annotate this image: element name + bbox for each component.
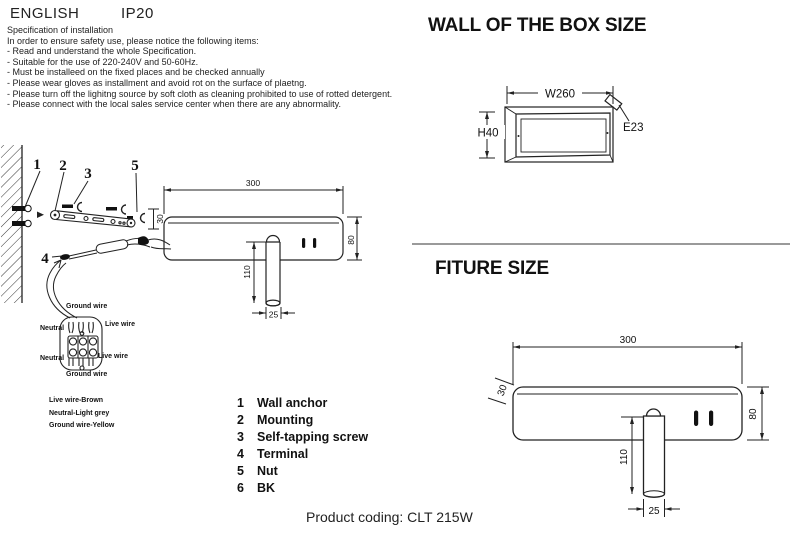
legend-neutral-wire: Neutral-Light grey [49, 409, 110, 417]
spec-item: - Please turn off the lighitng source by soft cloth as cleaning prohibited to use of rotted detergent. [7, 88, 393, 99]
part-number: 1 [237, 396, 244, 410]
install-dim-tube: 110 [242, 265, 252, 279]
fixture-dim-width: 300 [619, 335, 637, 346]
part-number: 3 [237, 430, 244, 444]
terminal-wire-drawing [60, 236, 171, 260]
part-label: Mounting [257, 413, 314, 427]
cable-arrow [47, 260, 77, 318]
callout-5: 5 [131, 158, 139, 174]
install-dim-height: 80 [346, 235, 356, 245]
fixture-size-drawing [488, 342, 769, 517]
install-dim-offset: 30 [155, 214, 165, 224]
fixture-dim-tube: 110 [619, 449, 630, 465]
ip-rating: IP20 [121, 5, 154, 22]
part-label: Self-tapping screw [257, 430, 369, 444]
spec-item: - Please connect with the local sales service center when there are any abnormality. [7, 99, 342, 110]
fixture-dim-depth: 30 [495, 383, 510, 398]
terminal-label-neutral-top: Neutral [40, 325, 65, 332]
fixture-install-drawing [164, 186, 362, 319]
wallbox-dim-width: W260 [544, 88, 576, 101]
callout-2: 2 [59, 158, 67, 174]
install-dim-width: 300 [245, 178, 261, 188]
part-number: 4 [237, 447, 244, 461]
wall-box-section-title: WALL OF THE BOX SIZE [428, 15, 647, 36]
document-language: ENGLISH [10, 5, 80, 22]
install-dim-diameter: 25 [268, 309, 279, 320]
part-label: Nut [257, 464, 278, 478]
terminal-label-ground-top: Ground wire [66, 303, 108, 310]
callout-4: 4 [41, 251, 49, 267]
spec-item: - Must be installeed on the fixed places and be checked annually [7, 67, 265, 78]
callout-1: 1 [33, 157, 41, 173]
spec-intro: In order to ensure safety use, please notice the following items: [7, 35, 259, 46]
part-number: 5 [237, 464, 244, 478]
fixture-dim-diameter: 25 [648, 506, 660, 517]
spec-title: Specification of installation [7, 25, 114, 35]
legend-ground-wire: Ground wire-Yellow [49, 422, 115, 430]
part-number: 6 [237, 481, 244, 495]
spec-item: - Read and understand the whole Specification. [7, 46, 197, 57]
callout-3: 3 [84, 166, 92, 182]
part-label: Terminal [257, 447, 309, 461]
terminal-block-drawing [60, 317, 102, 370]
terminal-label-live-bottom: Live wire [98, 353, 128, 360]
terminal-label-neutral-bottom: Neutral [40, 355, 65, 362]
part-label: Wall anchor [257, 396, 328, 410]
spec-item: - Suitable for the use of 220-240V and 50-60Hz. [7, 56, 199, 67]
legend-live-wire: Live wire-Brown [49, 397, 104, 404]
product-coding: Product coding: CLT 215W [306, 509, 473, 525]
fixture-section-title: FITURE SIZE [435, 258, 549, 279]
wallbox-dim-edge: E23 [623, 122, 644, 134]
spec-item: - Please wear gloves as installment and avoid rot on the surface of plaetng. [7, 77, 307, 88]
fixture-dim-height: 80 [748, 408, 759, 420]
terminal-label-live-top: Live wire [105, 321, 135, 328]
part-number: 2 [237, 413, 244, 427]
mounting-bracket-drawing [37, 211, 135, 228]
wallbox-dim-height: H40 [477, 127, 499, 140]
part-label: BK [257, 481, 276, 495]
terminal-label-ground-bottom: Ground wire [66, 371, 108, 378]
